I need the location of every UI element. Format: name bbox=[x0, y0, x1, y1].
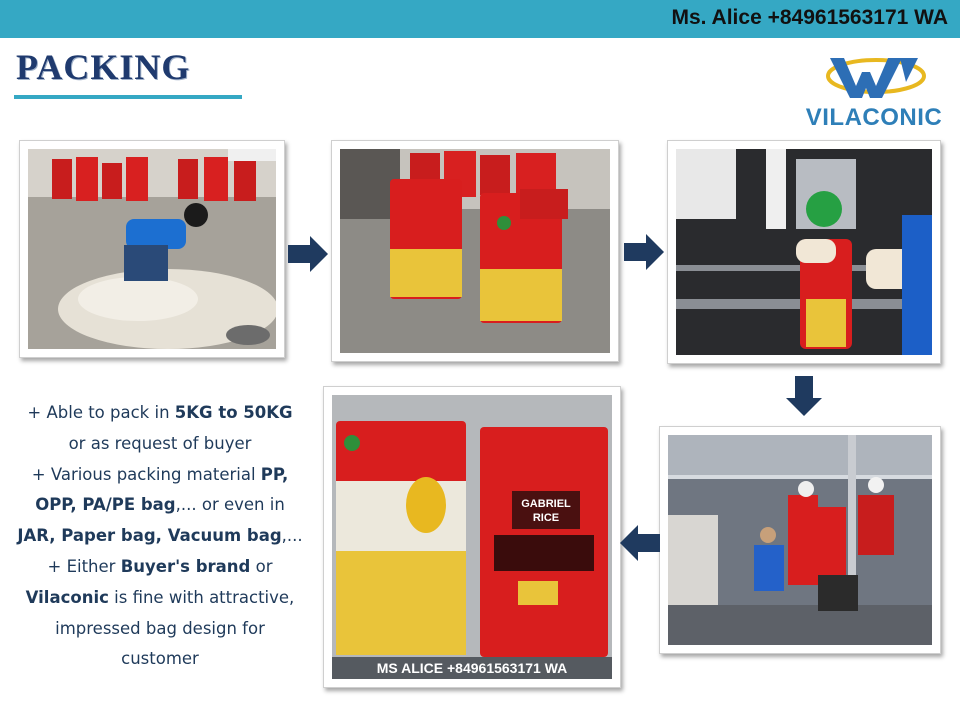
packing-line-image bbox=[668, 435, 932, 645]
bag-sewing-image bbox=[676, 149, 932, 355]
desc-line: + Able to pack in 5KG to 50KG bbox=[27, 403, 293, 422]
title-underline bbox=[14, 95, 242, 99]
arrow-right-icon bbox=[288, 236, 328, 272]
rice-inspection-image bbox=[28, 149, 276, 349]
bag-watermark-text: MS ALICE +84961563171 WA bbox=[376, 660, 568, 676]
vilaconic-logo bbox=[800, 52, 948, 134]
desc-line: impressed bag design for bbox=[55, 618, 265, 638]
red-bags-image bbox=[340, 149, 610, 353]
bag-name-label: GABRIEL bbox=[521, 498, 571, 510]
desc-line: + Either Buyer's brand or bbox=[47, 556, 273, 576]
desc-line: or as request of buyer bbox=[68, 433, 252, 453]
desc-line: + Various packing material PP, bbox=[31, 464, 289, 484]
arrow-right-icon bbox=[624, 234, 664, 270]
photo-finished-bags bbox=[323, 386, 621, 688]
desc-line: customer bbox=[121, 649, 199, 669]
top-banner bbox=[0, 0, 960, 38]
photo-packing-line bbox=[659, 426, 941, 654]
desc-line: OPP, PA/PE bag,... or even in bbox=[35, 495, 285, 515]
arrow-down-icon bbox=[786, 376, 822, 416]
contact-text: Ms. Alice +84961563171 WA bbox=[671, 6, 948, 29]
photo-red-bags bbox=[331, 140, 619, 362]
logo-wordmark: VILACONIC bbox=[805, 104, 943, 131]
bag-type-label: RICE bbox=[532, 512, 560, 524]
slide-title: PACKING bbox=[16, 47, 191, 87]
logo-mark-icon bbox=[800, 52, 948, 104]
desc-line: Vilaconic is fine with attractive, bbox=[25, 587, 295, 607]
desc-line: JAR, Paper bag, Vacuum bag,... bbox=[17, 526, 303, 546]
photo-bag-sewing bbox=[667, 140, 941, 364]
finished-bags-image bbox=[332, 395, 612, 679]
photo-rice-inspection bbox=[19, 140, 285, 358]
arrow-left-icon bbox=[620, 525, 660, 561]
packing-description bbox=[12, 398, 308, 675]
